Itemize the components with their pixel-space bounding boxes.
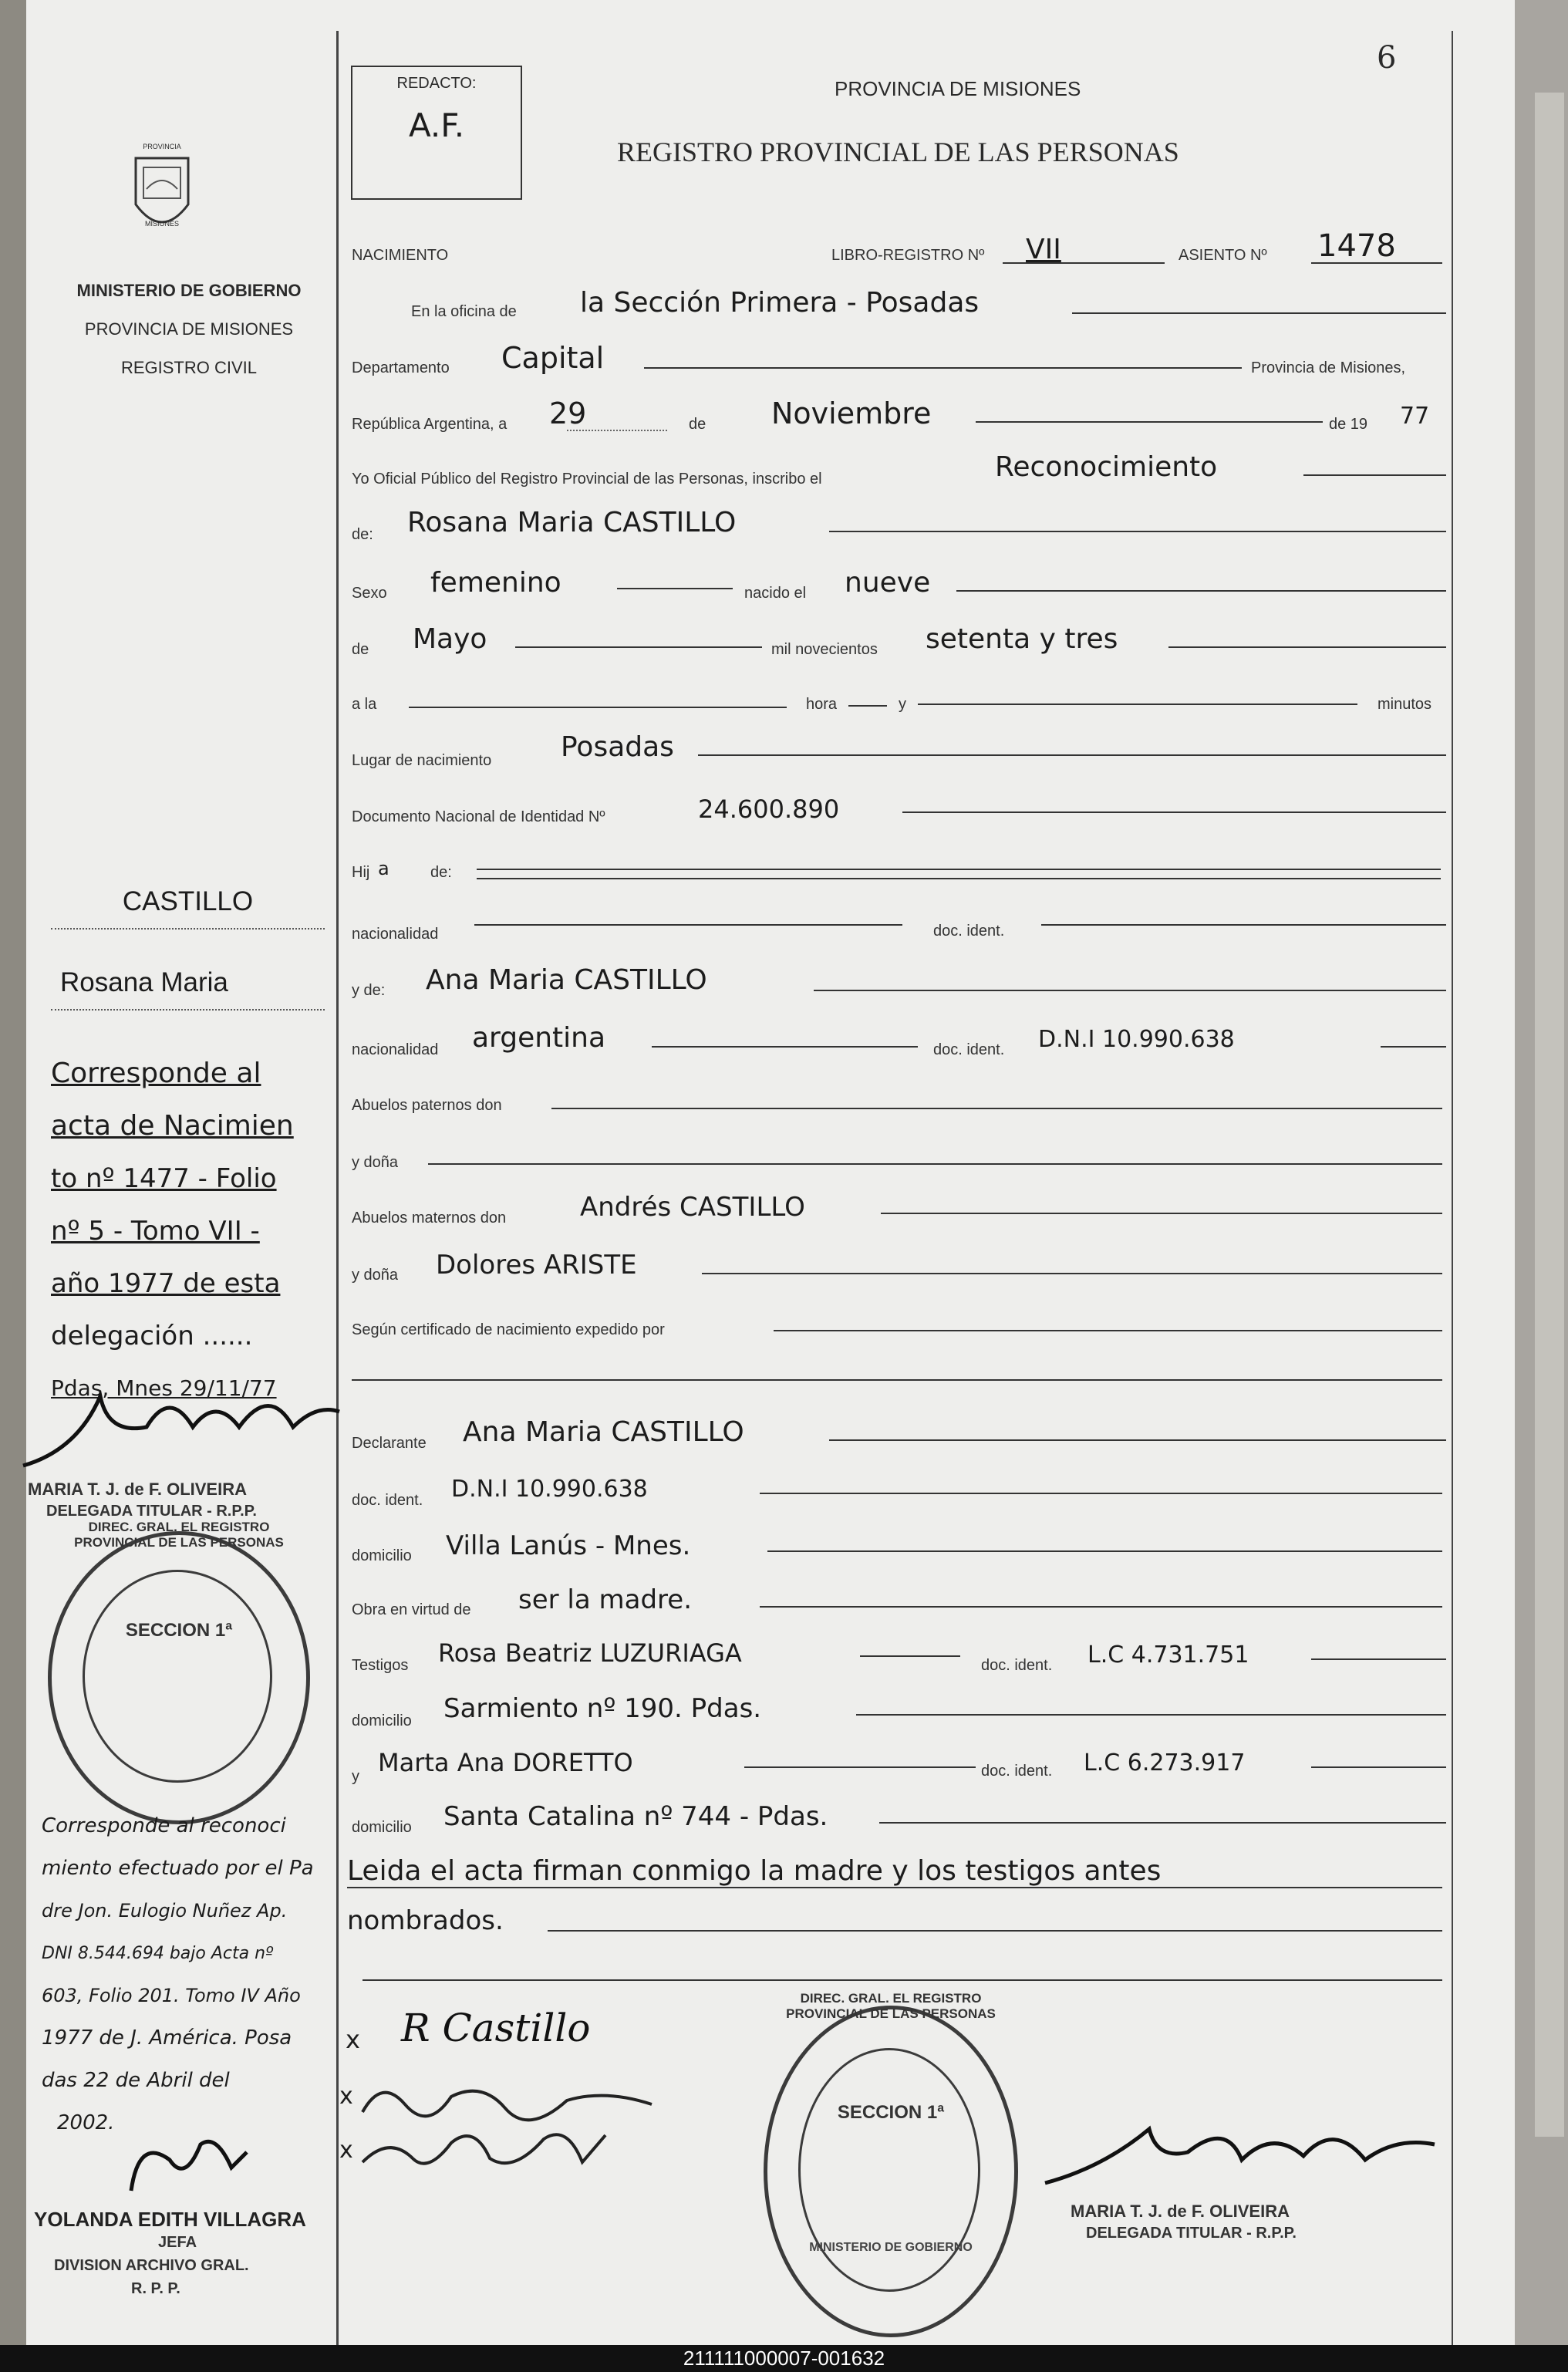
libro-rule bbox=[1003, 262, 1165, 264]
de2-label: de bbox=[352, 641, 369, 658]
y2-label: y bbox=[352, 1768, 359, 1785]
abuelos-paternos-rule bbox=[551, 1108, 1442, 1109]
testigo1-doc-rule bbox=[1311, 1658, 1446, 1660]
domicilio2-label: domicilio bbox=[352, 1712, 412, 1729]
departamento-rule bbox=[644, 367, 1242, 369]
doc-ident-rule bbox=[1041, 924, 1446, 926]
testigo1-domicilio-value: Sarmiento nº 190. Pdas. bbox=[443, 1693, 762, 1724]
madre-doc-value: D.N.I 10.990.638 bbox=[1038, 1026, 1235, 1053]
signature-madre: R Castillo bbox=[401, 2006, 591, 2050]
testigo1-dom-rule bbox=[856, 1714, 1446, 1716]
dni-label: Documento Nacional de Identidad Nº bbox=[352, 808, 605, 825]
testigo1-value: Rosa Beatriz LUZURIAGA bbox=[438, 1638, 742, 1668]
segun-certificado-label: Según certificado de nacimiento expedido por bbox=[352, 1321, 665, 1338]
leida-line-2: nombrados. bbox=[347, 1905, 504, 1936]
ministry-heading: MINISTERIO DE GOBIERNO bbox=[76, 281, 302, 300]
nacido-label: nacido el bbox=[744, 585, 807, 602]
seal-text-right: DIREC. GRAL. EL REGISTRO PROVINCIAL DE LAS PERSONAS bbox=[786, 1991, 996, 2021]
madre-doc-rule bbox=[1381, 1046, 1446, 1048]
mark-1: x bbox=[346, 2025, 360, 2054]
testigo2-rule bbox=[744, 1766, 976, 1768]
inscribo-value: Reconocimiento bbox=[995, 451, 1218, 483]
note1-line: acta de Nacimien bbox=[51, 1110, 294, 1142]
libro-registro-value: VII bbox=[1026, 234, 1061, 265]
mil-novecientos-label: mil novecientos bbox=[771, 641, 878, 658]
provincia-label: Provincia de Misiones, bbox=[1251, 359, 1406, 376]
testigo1-doc-value: L.C 4.731.751 bbox=[1087, 1642, 1249, 1668]
obra-virtud-value: ser la madre. bbox=[518, 1584, 693, 1615]
testigo1-rule bbox=[860, 1655, 960, 1657]
sexo-value: femenino bbox=[430, 567, 561, 599]
madre-nac-rule bbox=[652, 1046, 918, 1048]
doc-ident4-label: doc. ident. bbox=[981, 1657, 1053, 1674]
segun-rule bbox=[774, 1330, 1442, 1331]
registry-seal-left bbox=[48, 1520, 310, 1824]
nacido-value: nueve bbox=[845, 567, 931, 599]
declarante-rule bbox=[829, 1439, 1446, 1441]
hij-suffix: a bbox=[378, 858, 389, 879]
nombre-value: Rosana Maria CASTILLO bbox=[407, 507, 737, 538]
domicilio3-label: domicilio bbox=[352, 1819, 412, 1836]
nacionalidad2-label: nacionalidad bbox=[352, 1041, 439, 1058]
oficina-value: la Sección Primera - Posadas bbox=[580, 287, 980, 319]
officer-title-right: DELEGADA TITULAR - R.P.P. bbox=[1086, 2225, 1297, 2242]
image-id-footer: 211111000007-001632 bbox=[0, 2345, 1568, 2372]
segun-rule-2 bbox=[352, 1379, 1442, 1381]
nombre-rule bbox=[829, 531, 1446, 532]
yo-oficial-label: Yo Oficial Público del Registro Provincial de las Personas, inscribo el bbox=[352, 471, 822, 488]
note2-line: 2002. bbox=[57, 2111, 115, 2134]
note1-line: delegación ...... bbox=[51, 1321, 253, 1351]
nacionalidad-label: nacionalidad bbox=[352, 926, 439, 943]
obra-virtud-label: Obra en virtud de bbox=[352, 1601, 471, 1618]
de-label: de bbox=[689, 416, 706, 433]
jefa-name: YOLANDA EDITH VILLAGRA bbox=[34, 2208, 306, 2231]
mes-rule bbox=[976, 421, 1323, 423]
officer-name-right: MARIA T. J. de F. OLIVEIRA bbox=[1071, 2202, 1290, 2221]
note2-line: 603, Folio 201. Tomo IV Año bbox=[42, 1985, 301, 2006]
note1-line: año 1977 de esta bbox=[51, 1268, 281, 1299]
margin-note-2 bbox=[42, 1805, 335, 2144]
doc-ident3-label: doc. ident. bbox=[352, 1492, 423, 1509]
testigo2-doc-value: L.C 6.273.917 bbox=[1084, 1749, 1246, 1776]
jefa-org: R. P. P. bbox=[131, 2280, 180, 2297]
margin-given-names: Rosana Maria bbox=[51, 957, 325, 1011]
nacimiento-label: NACIMIENTO bbox=[352, 247, 449, 264]
abuelos-maternos-label: Abuelos maternos don bbox=[352, 1210, 507, 1226]
redacto-label: REDACTO: bbox=[396, 75, 477, 92]
lugar-value: Posadas bbox=[561, 731, 674, 763]
civil-registry: REGISTRO CIVIL bbox=[120, 358, 258, 377]
note2-line: miento efectuado por el Pa bbox=[42, 1857, 314, 1880]
note2-line: Corresponde al reconoci bbox=[42, 1814, 286, 1837]
minutos-label: minutos bbox=[1377, 696, 1432, 713]
doc-ident-label: doc. ident. bbox=[933, 923, 1005, 940]
y-dona-rule bbox=[428, 1163, 1442, 1165]
nacionalidad-rule bbox=[474, 924, 902, 926]
a-la-label: a la bbox=[352, 696, 377, 713]
emblem-top-text: PROVINCIA bbox=[143, 143, 181, 150]
ministry-province: PROVINCIA DE MISIONES bbox=[84, 319, 294, 339]
mark-3: x bbox=[339, 2137, 353, 2164]
margin-surname: CASTILLO bbox=[51, 876, 325, 930]
asiento-value: 1478 bbox=[1317, 228, 1396, 264]
jefa-signature bbox=[116, 2129, 255, 2202]
officer-name-left: MARIA T. J. de F. OLIVEIRA bbox=[28, 1480, 247, 1499]
sexo-rule bbox=[617, 588, 733, 589]
margin-rule bbox=[336, 31, 339, 2345]
asiento-label: ASIENTO Nº bbox=[1179, 247, 1267, 264]
hij-rule bbox=[477, 869, 1441, 870]
note1-line: nº 5 - Tomo VII - bbox=[51, 1216, 260, 1247]
republica-label: República Argentina, a bbox=[352, 416, 507, 433]
dni-value: 24.600.890 bbox=[698, 795, 840, 824]
abuela-materna-value: Dolores ARISTE bbox=[436, 1250, 637, 1280]
hora-rule bbox=[848, 705, 887, 707]
declarante-domicilio-value: Villa Lanús - Mnes. bbox=[446, 1530, 691, 1561]
note1-line: Corresponde al bbox=[51, 1058, 261, 1089]
emblem-bottom-text: MISIONES bbox=[144, 220, 179, 228]
hij-label: Hij bbox=[352, 864, 370, 881]
leida-line-1: Leida el acta firman conmigo la madre y los testigos antes bbox=[347, 1855, 1162, 1887]
y-label: y bbox=[899, 696, 906, 713]
officer-signature-left bbox=[15, 1381, 347, 1477]
oficina-label: En la oficina de bbox=[411, 303, 517, 320]
de-nombre-label: de: bbox=[352, 526, 373, 543]
seal-inner-ring-left bbox=[83, 1570, 272, 1783]
right-rule bbox=[1452, 31, 1453, 2345]
madre-value: Ana Maria CASTILLO bbox=[426, 964, 707, 996]
minutos-rule bbox=[918, 704, 1357, 705]
dni-rule bbox=[902, 811, 1446, 813]
doc-ident5-label: doc. ident. bbox=[981, 1763, 1053, 1780]
obra-virtud-rule bbox=[760, 1606, 1442, 1608]
seal-text-left: DIREC. GRAL. EL REGISTRO PROVINCIAL DE LAS PERSONAS bbox=[74, 1520, 284, 1550]
madre-nacionalidad-value: argentina bbox=[472, 1022, 606, 1054]
note2-line: dre Jon. Eulogio Nuñez Ap. bbox=[42, 1900, 288, 1922]
seal-inner-ring bbox=[798, 2048, 980, 2292]
note1-line: Pdas, Mnes 29/11/77 bbox=[51, 1375, 277, 1401]
abuelo-materno-rule bbox=[881, 1213, 1442, 1214]
seal-inner-text: SECCION 1ª bbox=[837, 2102, 945, 2123]
note2-line: DNI 8.544.694 bajo Acta nº bbox=[42, 1944, 274, 1963]
book-cover-strip bbox=[1535, 93, 1564, 2137]
hora-label: hora bbox=[806, 696, 838, 713]
registry-title: REGISTRO PROVINCIAL DE LAS PERSONAS bbox=[617, 137, 1179, 167]
province-emblem-icon bbox=[130, 143, 194, 243]
officer-signature-right bbox=[1041, 2114, 1442, 2202]
doc-ident2-label: doc. ident. bbox=[933, 1041, 1005, 1058]
testigo2-doc-rule bbox=[1311, 1766, 1446, 1768]
officer-title-left: DELEGADA TITULAR - R.P.P. bbox=[46, 1503, 257, 1520]
inscribo-rule bbox=[1303, 474, 1446, 476]
redacto-value: A.F. bbox=[408, 106, 465, 144]
mes-nac-value: Mayo bbox=[413, 623, 487, 655]
departamento-value: Capital bbox=[501, 341, 605, 375]
note1-line: to nº 1477 - Folio bbox=[51, 1163, 277, 1194]
hij-rule-2 bbox=[477, 878, 1441, 879]
y-de-label: y de: bbox=[352, 982, 386, 999]
sexo-label: Sexo bbox=[352, 585, 387, 602]
hij-de-label: de: bbox=[430, 864, 452, 881]
anio-nac-value: setenta y tres bbox=[926, 623, 1118, 655]
departamento-label: Departamento bbox=[352, 359, 450, 376]
leida-rule-2 bbox=[548, 1930, 1442, 1932]
madre-rule bbox=[814, 990, 1446, 991]
mes-nac-rule bbox=[515, 646, 762, 648]
abuela-materna-rule bbox=[702, 1273, 1442, 1274]
de19-label: de 19 bbox=[1329, 416, 1368, 433]
asiento-rule bbox=[1311, 262, 1442, 264]
oficina-rule bbox=[1072, 312, 1446, 314]
declarante-value: Ana Maria CASTILLO bbox=[463, 1416, 744, 1448]
testigos-label: Testigos bbox=[352, 1657, 409, 1674]
page-number: 6 bbox=[1377, 40, 1397, 76]
domicilio-label: domicilio bbox=[352, 1547, 412, 1564]
anio-value: 77 bbox=[1400, 403, 1430, 430]
leida-rule-3 bbox=[362, 1979, 1442, 1981]
declarante-doc-rule bbox=[760, 1493, 1442, 1494]
mes-value: Noviembre bbox=[771, 396, 932, 430]
lugar-label: Lugar de nacimiento bbox=[352, 752, 492, 769]
seal-bottom-text: MINISTERIO DE GOBIERNO bbox=[809, 2241, 973, 2254]
note2-line: 1977 de J. América. Posa bbox=[42, 2026, 292, 2050]
y-dona2-label: y doña bbox=[352, 1267, 399, 1284]
declarante-dom-rule bbox=[767, 1550, 1442, 1552]
province-title: PROVINCIA DE MISIONES bbox=[835, 77, 1081, 100]
jefa-division: DIVISION ARCHIVO GRAL. bbox=[54, 2257, 249, 2274]
y-dona-label: y doña bbox=[352, 1154, 399, 1171]
leida-rule-1 bbox=[347, 1887, 1442, 1888]
nacido-rule bbox=[956, 590, 1446, 592]
mark-2: x bbox=[339, 2083, 353, 2110]
registry-seal-right bbox=[764, 1991, 1018, 2337]
libro-registro-label: LIBRO-REGISTRO Nº bbox=[831, 247, 985, 264]
a-la-rule bbox=[409, 707, 787, 708]
declarante-doc-value: D.N.I 10.990.638 bbox=[451, 1476, 648, 1503]
jefa-title: JEFA bbox=[158, 2234, 197, 2251]
redacto-box bbox=[351, 66, 522, 200]
testigo2-dom-rule bbox=[879, 1822, 1446, 1824]
testigo2-value: Marta Ana DORETTO bbox=[378, 1748, 633, 1777]
abuelos-paternos-label: Abuelos paternos don bbox=[352, 1097, 502, 1114]
margin-note-1 bbox=[51, 1048, 329, 1415]
signature-testigo-2 bbox=[359, 2120, 613, 2185]
testigo2-domicilio-value: Santa Catalina nº 744 - Pdas. bbox=[443, 1801, 828, 1832]
note2-line: das 22 de Abril del bbox=[42, 2069, 230, 2092]
declarante-label: Declarante bbox=[352, 1435, 427, 1452]
dia-value: 29 bbox=[549, 396, 587, 430]
seal-inner-text-left: SECCION 1ª bbox=[125, 1620, 233, 1641]
anio-nac-rule bbox=[1168, 646, 1446, 648]
lugar-rule bbox=[698, 754, 1446, 756]
abuelo-materno-value: Andrés CASTILLO bbox=[580, 1192, 805, 1223]
